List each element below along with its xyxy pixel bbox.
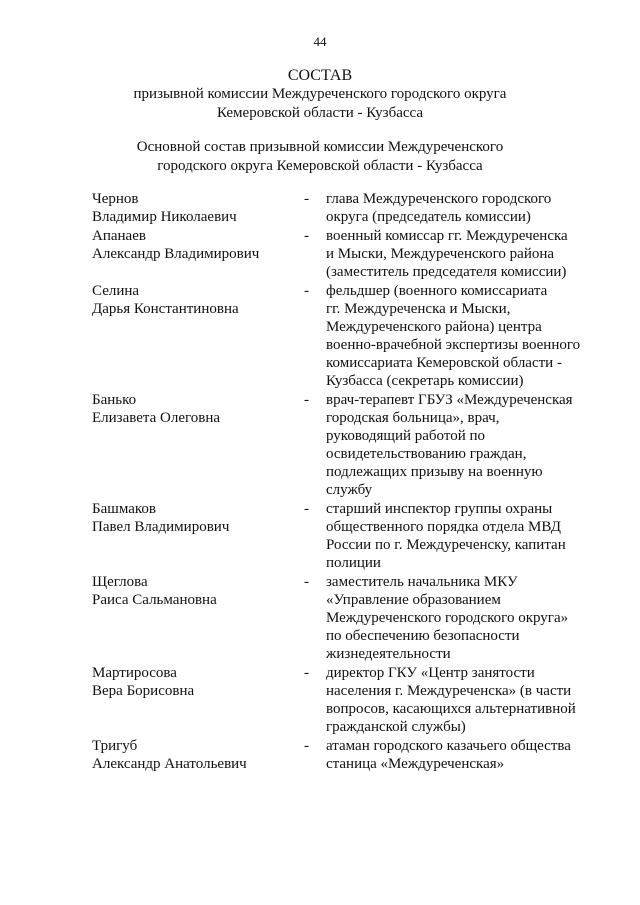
member-role [326, 500, 590, 572]
member-role-line: Междуреченского городского округа» [326, 610, 569, 626]
member-role-line: комиссариата Кемеровской области - [326, 355, 562, 371]
member-role-line: (заместитель председателя комиссии) [326, 264, 567, 280]
member-role [326, 573, 590, 663]
member-row [92, 190, 592, 226]
member-surname: Апанаев [92, 228, 146, 244]
member-role-line: округа (председатель комиссии) [326, 209, 531, 225]
member-given-names: Павел Владимирович [92, 519, 230, 535]
member-role [326, 190, 590, 226]
member-role-line: станица «Междуреченская» [326, 756, 505, 772]
member-role-line: городская больница», врач, [326, 410, 500, 426]
member-dash: - [304, 738, 309, 754]
member-given-names: Елизавета Олеговна [92, 410, 221, 426]
member-row [92, 573, 592, 663]
member-row [92, 391, 592, 499]
member-row [92, 500, 592, 572]
member-given-names: Владимир Николаевич [92, 209, 237, 225]
member-role-line: России по г. Междуреченску, капитан [326, 537, 566, 553]
member-role-line: военно-врачебной экспертизы военного [326, 337, 581, 353]
subheading-line-2: городского округа Кемеровской области - Кузбасса [157, 158, 483, 174]
member-role [326, 227, 590, 281]
member-role-line: глава Междуреченского городского [326, 191, 552, 207]
member-role-line: фельдшер (военного комиссариата [326, 283, 548, 299]
member-surname: Чернов [92, 191, 139, 207]
member-dash: - [304, 283, 309, 299]
member-row [92, 227, 592, 281]
member-role-line: подлежащих призыву на военную [326, 464, 543, 480]
member-role-line: Междуреченского района) центра [326, 319, 542, 335]
member-surname: Селина [92, 283, 140, 299]
page-number: 44 [313, 34, 327, 49]
member-role-line: общественного порядка отдела МВД [326, 519, 562, 535]
document-title: СОСТАВ [287, 67, 353, 84]
member-role-line: руководящий работой по [326, 428, 486, 444]
member-role-line: врач-терапевт ГБУЗ «Междуреченская [326, 392, 573, 408]
member-given-names: Александр Владимирович [92, 246, 260, 262]
member-role-line: полиции [326, 555, 381, 571]
member-role [326, 282, 590, 390]
member-name [92, 737, 304, 773]
member-given-names: Раиса Сальмановна [92, 592, 217, 608]
member-role-line: «Управление образованием [326, 592, 501, 608]
member-role-line: атаман городского казачьего общества [326, 738, 571, 754]
member-row [92, 664, 592, 736]
member-role-line: заместитель начальника МКУ [326, 574, 518, 590]
member-row [92, 737, 592, 773]
member-role-line: гг. Междуреченска и Мыски, [326, 301, 511, 317]
member-role [326, 391, 590, 499]
member-row [92, 282, 592, 390]
member-surname: Банько [92, 392, 137, 408]
member-role [326, 664, 590, 736]
member-role-line: жизнедеятельности [326, 646, 451, 662]
document-heading [0, 66, 640, 123]
heading-line-1: призывной комиссии Междуреченского городского округа [133, 86, 507, 102]
member-role-line: вопросов, касающихся альтернативной [326, 701, 576, 717]
member-name [92, 391, 304, 427]
member-dash: - [304, 574, 309, 590]
member-name [92, 190, 304, 226]
heading-line-2: Кемеровской области - Кузбасса [216, 105, 424, 121]
member-surname: Тригуб [92, 738, 138, 754]
member-dash: - [304, 191, 309, 207]
member-name [92, 573, 304, 609]
member-given-names: Александр Анатольевич [92, 756, 247, 772]
member-dash: - [304, 392, 309, 408]
member-dash: - [304, 501, 309, 517]
member-surname: Щеглова [92, 574, 148, 590]
member-role [326, 737, 590, 773]
member-role-line: населения г. Междуреченска» (в части [326, 683, 572, 699]
section-subheading [0, 138, 640, 176]
member-role-line: военный комиссар гг. Междуреченска [326, 228, 568, 244]
member-role-line: освидетельствованию граждан, [326, 446, 527, 462]
member-name [92, 500, 304, 536]
member-role-line: старший инспектор группы охраны [326, 501, 553, 517]
member-name [92, 664, 304, 700]
member-name [92, 282, 304, 318]
member-given-names: Вера Борисовна [92, 683, 195, 699]
member-role-line: директор ГКУ «Центр занятости [326, 665, 535, 681]
member-role-line: Кузбасса (секретарь комиссии) [326, 373, 524, 389]
member-surname: Мартиросова [92, 665, 177, 681]
member-role-line: гражданской службы) [326, 719, 466, 735]
member-role-line: и Мыски, Междуреченского района [326, 246, 555, 262]
member-role-line: по обеспечению безопасности [326, 628, 520, 644]
commission-members-list [92, 190, 592, 774]
member-dash: - [304, 228, 309, 244]
member-surname: Башмаков [92, 501, 156, 517]
member-given-names: Дарья Константиновна [92, 301, 239, 317]
member-role-line: службу [326, 482, 373, 498]
subheading-line-1: Основной состав призывной комиссии Междуреченского [136, 139, 504, 155]
member-name [92, 227, 304, 263]
member-dash: - [304, 665, 309, 681]
